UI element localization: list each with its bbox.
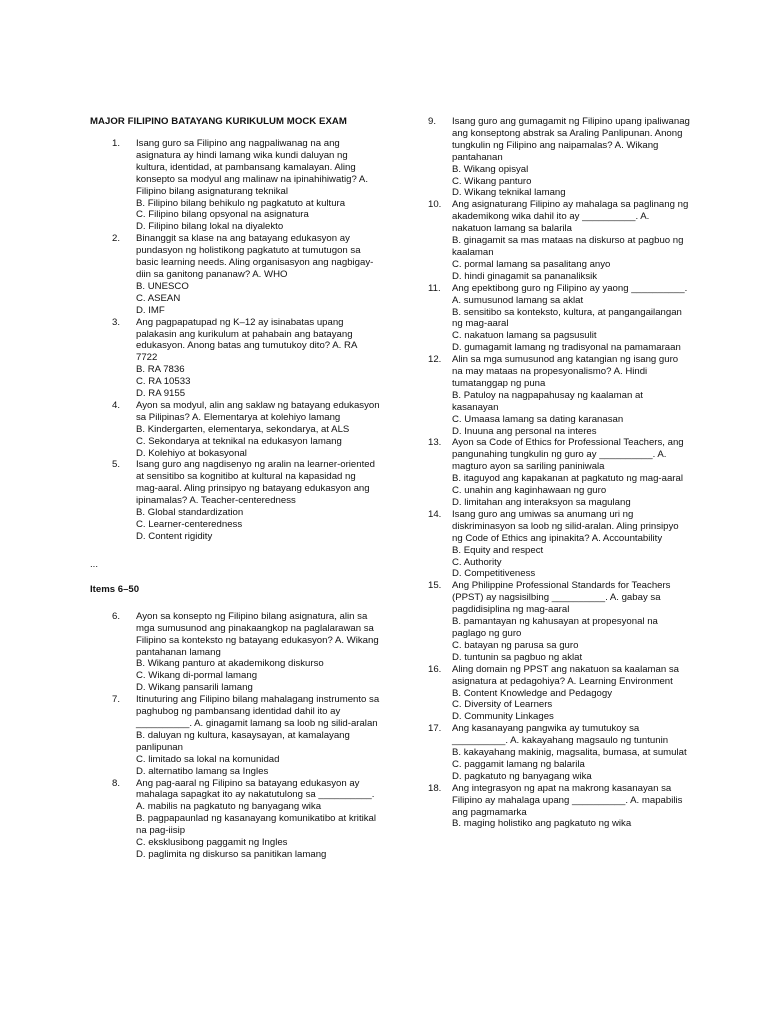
answer-option: B. Content Knowledge and Pedagogy [452,687,613,699]
question-number: 10. [428,199,442,211]
ellipsis-separator: ... [90,558,98,570]
question-number: 14. [428,508,442,520]
question-text: Alin sa mga sumusunod ang katangian ng isang guro na may mataas na propesyonalismo? A. Hindi tumatanggap ng puna [452,354,679,389]
question-number: 6. [112,610,121,622]
question-item [428,116,690,199]
answer-option: B. maging holistiko ang pagkatuto ng wika [452,818,632,830]
answer-option: B. Kindergarten, elementarya, sekondarya, at ALS [136,423,350,435]
answer-option: D. hindi ginagamit sa pananaliksik [452,270,598,282]
question-item [428,509,690,580]
answer-option: C. nakatuon lamang sa pagsusulit [452,330,597,342]
answer-option: D. Kolehiyo at bokasyonal [136,447,247,459]
answer-option: D. Inuuna ang personal na interes [452,425,597,437]
answer-option: D. Competitiveness [452,568,536,580]
answer-option: B. RA 7836 [136,364,185,376]
answer-option: D. Content rigidity [136,530,213,542]
question-text: Ang integrasyon ng apat na makrong kasanayan sa Filipino ay mahalaga upang __________. A. mapabilis ang pagmamarka [452,782,683,818]
question-text: Ang kasanayang pangwika ay tumutukoy sa __________. A. kakayahang magsaulo ng tuntunin [452,723,669,747]
question-list-6-8 [90,611,380,861]
answer-option: C. batayan ng parusa sa guro [452,639,579,651]
question-item [428,580,690,663]
answer-option: C. Umaasa lamang sa dating karanasan [452,413,624,425]
question-item [90,459,380,542]
answer-option: C. eksklusibong paggamit ng Ingles [136,837,288,849]
question-item [428,664,690,724]
answer-option: D. Wikang pansarili lamang [136,682,253,694]
question-text: Ayon sa konsepto ng Filipino bilang asignatura, alin sa mga sumusunod ang pinakaangkop na paglalarawan sa Filipino sa kontekstο ng batayang edukasyon? A. Wikang pantahanan lamang [136,610,379,658]
answer-option: B. pamantayan ng kahusayan at propesyonal na paglago ng guro [452,616,658,639]
question-item [90,778,380,861]
answer-option: C. Authority [452,556,502,568]
section-heading: Items 6–50 [90,583,140,595]
answer-option: B. Equity and respect [452,544,544,556]
answer-option: C. Learner-centeredness [136,519,243,530]
answer-option: D. RA 9155 [136,388,186,400]
question-number: 11. [428,282,441,294]
question-text: Binanggit sa klase na ang batayang edukasyon ay pundasyon ng holistikong pagkatuto at tumutugon sa basic learning needs. Aling organisasyon ang nagbigay-diin sa ganitong pananaw? A. WHO [136,233,374,280]
question-text: Ayon sa modyul, alin ang saklaw ng batayang edukasyon sa Pilipinas? A. Elementarya at kolehiyo lamang [136,399,380,423]
question-item [428,783,690,831]
question-number: 17. [428,723,442,735]
question-number: 4. [112,399,121,411]
answer-option: B. Patuloy na nagpapahusay ng kaalaman at kasanayan [452,389,643,413]
answer-option: B. UNESCO [136,280,189,292]
question-item [90,233,380,316]
answer-option: B. sensitibo sa konteksto, kultura, at pangangailangan ng mag-aaral [452,306,682,330]
question-item [428,723,690,783]
answer-option: B. itaguyod ang kapakanan at pagkatuto ng mag-aaral [452,473,683,485]
question-list-1-5 [90,138,380,543]
question-text: Isang guro ang nagdisenyo ng aralin na learner-oriented at sensitibo sa kognitibo at kultural na kapasidad ng mag-aaral. Aling prinsipyo ng batayang edukasyon ang ipinamalas? A. Teacher-centeredness [136,459,375,507]
answer-option: C. Wikang panturo [452,175,532,187]
question-text: Ang asignaturang Filipino ay mahalaga sa paglinang ng akademikong wika dahil ito ay __________. A. nakatuon lamang sa balarila [452,199,689,235]
answer-option: C. ASEAN [136,292,181,304]
question-number: 3. [112,316,121,328]
question-text: Isang guro sa Filipino ang nagpaliwanag na ang asignatura ay hindi lamang wika kundi daluyan ng kultura, identidad, at pambansang kamalayan. Aling konsepto sa modyul ang malinaw na ipinahihiwatig? A. Filipino bilang asignaturang teknikal [136,138,368,197]
question-text: Ang Philippine Professional Standards for Teachers (PPST) ay nagsisilbing __________. A. gabay sa pagdidisiplina ng mag-aaral [452,580,671,616]
question-text: Ayon sa Code of Ethics for Professional Teachers, ang pangunahing tungkulin ng guro ay __________. A. magturo ayon sa sariling paniniwala [452,437,684,473]
answer-option: D. tuntunin sa pagbuo ng aklat [452,651,583,663]
question-item [428,354,690,437]
answer-option: D. paglimita ng diskurso sa panitikan lamang [136,848,327,860]
question-text: Ang epektibong guro ng Filipino ay yaong __________. A. sumusunod lamang sa aklat [452,282,688,306]
answer-option: D. Wikang teknikal lamang [452,187,566,199]
answer-option: C. Filipino bilang opsyonal na asignatura [136,209,309,221]
answer-option: C. RA 10533 [136,376,191,388]
answer-option: D. gumagamit lamang ng tradisyonal na pamamaraan [452,342,681,354]
answer-option: B. daluyan ng kultura, kasaysayan, at kamalayang panlipunan [136,729,350,753]
answer-option: C. paggamit lamang ng balarila [452,758,585,770]
left-column [90,116,380,861]
answer-option: D. Community Linkages [452,711,554,723]
question-number: 5. [112,459,121,471]
right-column [428,116,690,830]
question-number: 16. [428,663,442,675]
answer-option: C. limitado sa lokal na komunidad [136,753,280,765]
answer-option: D. Filipino bilang lokal na diyalekto [136,221,284,233]
question-number: 7. [112,694,121,706]
question-number: 9. [428,116,437,127]
question-text: Isang guro ang gumagamit ng Filipino upang ipaliwanag ang konseptong abstrak sa Araling Panlipunan. Anong tungkulin ng Filipino ang naipamalas? A. Wikang pantahanan [452,116,690,163]
question-number: 12. [428,354,442,366]
answer-option: C. Sekondarya at teknikal na edukasyon lamang [136,435,342,447]
question-number: 1. [112,138,121,149]
question-text: Aling domain ng PPST ang nakatuon sa kaalaman sa asignatura at pedagohiya? A. Learning Environment [452,663,680,687]
question-text: Ang pagpapatupad ng K–12 ay isinabatas upang palakasin ang kurikulum at pahabain ang batayang edukasyon. Anong batas ang tumutukoy dito? A. RA 7722 [136,316,357,364]
exam-title: MAJOR FILIPINO BATAYANG KURIKULUM MOCK EXAM [90,116,347,127]
question-item [90,694,380,777]
question-item [90,138,380,233]
answer-option: C. Wikang di-pormal lamang [136,670,258,682]
answer-option: B. ginagamit sa mas mataas na diskurso at pagbuo ng kaalaman [452,235,684,258]
answer-option: D. pagkatuto ng banyagang wika [452,770,592,782]
question-number: 2. [112,233,121,245]
question-item [90,317,380,400]
question-item [428,199,690,282]
question-number: 13. [428,437,442,449]
question-item [90,611,380,694]
question-item [90,400,380,460]
answer-option: B. Filipino bilang behikulo ng pagkatuto at kultura [136,197,346,209]
answer-option: B. Global standardization [136,507,244,519]
question-number: 15. [428,580,442,592]
answer-option: B. Wikang panturo at akademikong diskurso [136,658,324,670]
answer-option: D. alternatibo lamang sa Ingles [136,765,269,777]
answer-option: C. Diversity of Learners [452,699,553,711]
answer-option: B. kakayahang makinig, magsalita, bumasa, at sumulat [452,747,687,759]
answer-option: C. unahin ang kaginhawaan ng guro [452,485,607,497]
question-list-9-18 [428,116,690,830]
question-item [428,283,690,354]
question-text: Isang guro ang umiwas sa anumang uri ng diskriminasyon sa loob ng silid-aralan. Aling prinsipyo ng Code of Ethics ang ipinakita? A. Accountability [452,508,679,544]
question-number: 8. [112,777,121,789]
question-text: Itinuturing ang Filipino bilang mahalagang instrumento sa paghubog ng pambansang identidad dahil ito ay __________. A. ginagamit lamang sa loob ng silid-aralan [136,694,380,729]
question-text: Ang pag-aaral ng Filipino sa batayang edukasyon ay mahalaga sapagkat ito ay nakatutulong sa __________. A. mabilis na pagkatuto ng banyagang wika [136,777,375,813]
answer-option: B. pagpapaunlad ng kasanayang komunikatibo at kritikal na pag-iisip [136,813,377,837]
answer-option: D. limitahan ang interaksyon sa magulang [452,497,631,508]
question-number: 18. [428,782,442,794]
answer-option: B. Wikang opisyal [452,163,529,175]
answer-option: D. IMF [136,304,165,316]
answer-option: C. pormal lamang sa pasalitang anyo [452,258,611,270]
question-item [428,437,690,508]
